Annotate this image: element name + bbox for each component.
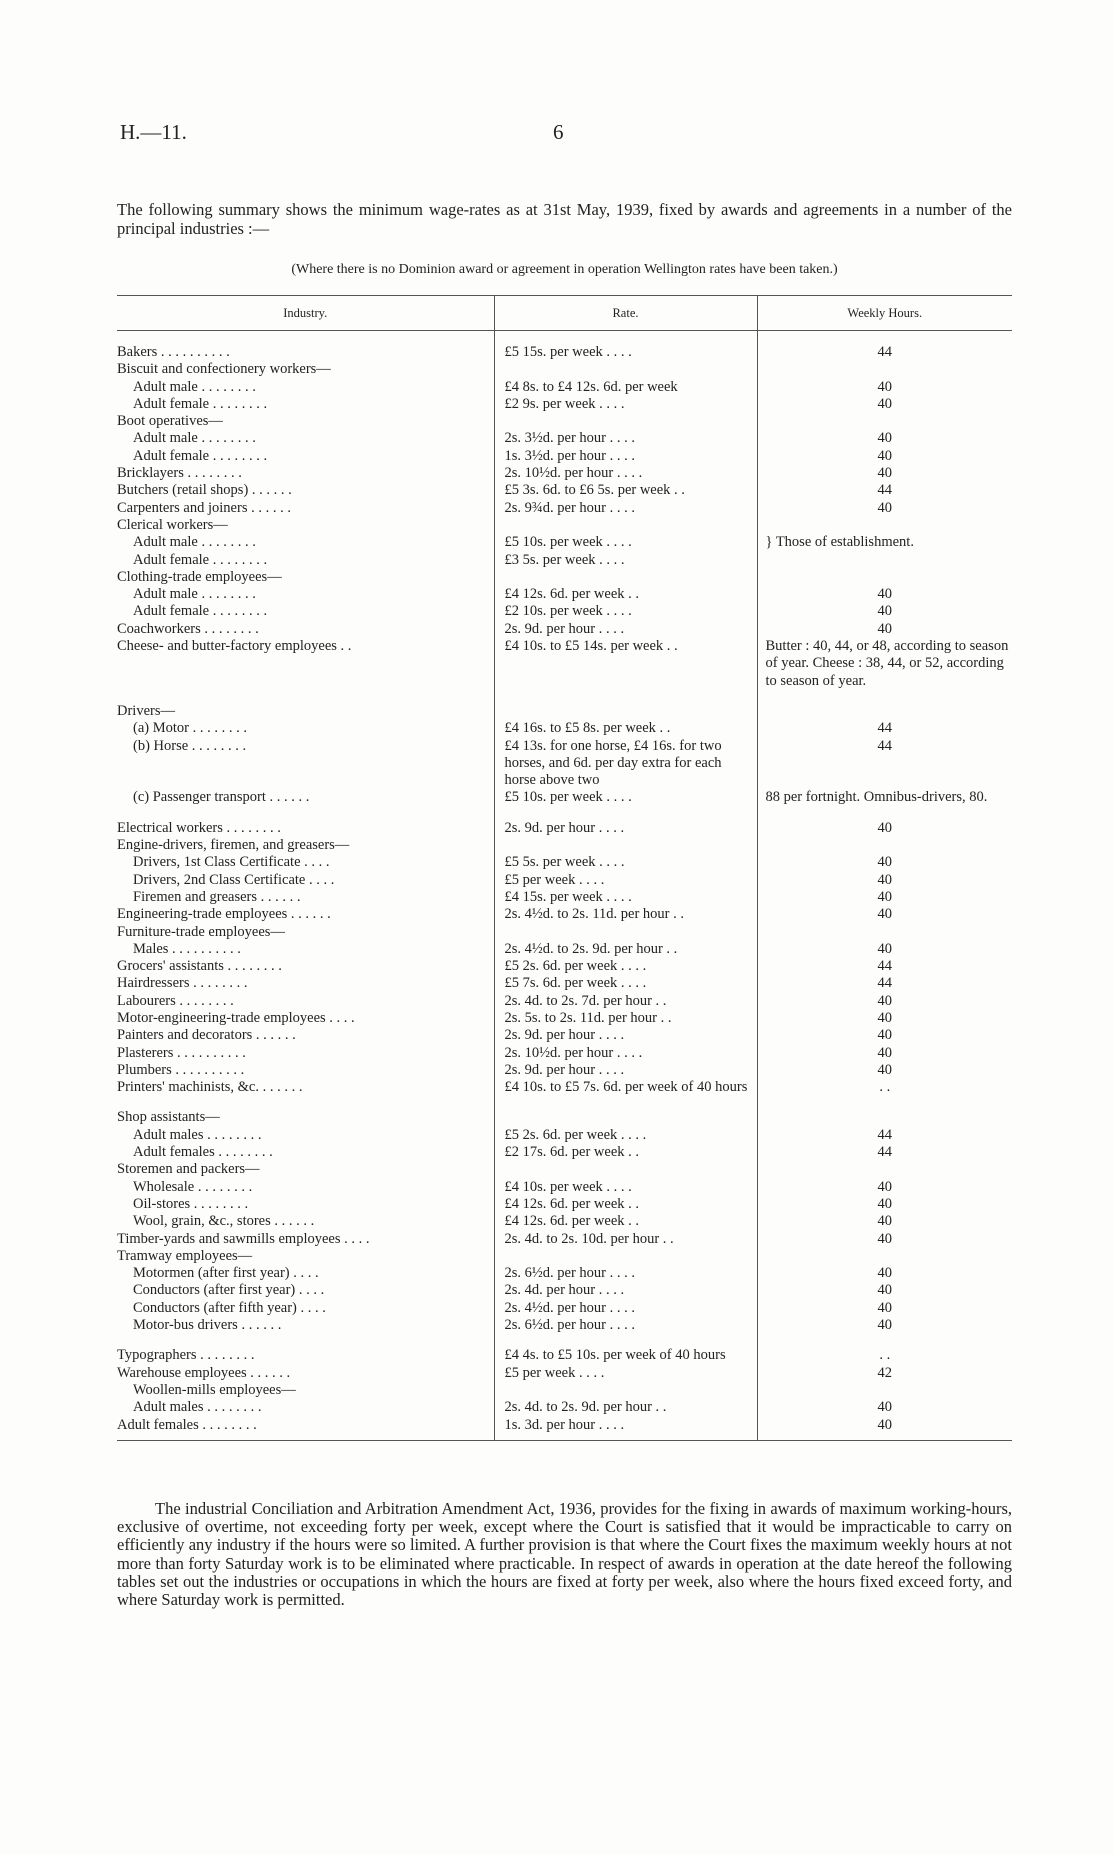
hours-cell: 44 <box>757 1127 1012 1144</box>
table-row <box>117 1179 1012 1196</box>
table-row <box>117 1144 1012 1161</box>
hours-cell <box>757 703 1012 720</box>
hours-cell: 40 <box>757 1062 1012 1079</box>
hours-cell: 44 <box>757 720 1012 737</box>
column-header-hours: Weekly Hours. <box>757 296 1012 331</box>
table-row <box>117 837 1012 854</box>
hours-cell: 40 <box>757 872 1012 889</box>
industry-cell: Adult females . . . . . . . . <box>117 1417 494 1441</box>
table-row <box>117 344 1012 361</box>
rate-cell <box>494 1248 757 1265</box>
table-row <box>117 1365 1012 1382</box>
rate-cell <box>494 924 757 941</box>
table-row <box>117 569 1012 586</box>
industry-cell: Timber-yards and sawmills employees . . . . <box>117 1230 370 1247</box>
hours-cell: 40 <box>757 430 1012 447</box>
industry-cell: Adult female . . . . . . . . <box>133 603 268 620</box>
wage-rates-table <box>117 295 1012 1441</box>
rate-cell <box>494 703 757 720</box>
rate-cell: 2s. 9d. per hour . . . . <box>494 621 757 638</box>
table-row <box>117 1062 1012 1079</box>
hours-cell: 44 <box>757 1144 1012 1161</box>
industry-cell: Drivers— <box>117 702 175 719</box>
table-row <box>117 1347 1012 1364</box>
industry-cell: Plumbers . . . . . . . . . . <box>117 1061 245 1078</box>
hours-cell <box>757 361 1012 378</box>
industry-cell: Clothing-trade employees— <box>117 568 282 585</box>
table-row <box>117 621 1012 638</box>
rate-cell: 2s. 4d. to 2s. 10d. per hour . . <box>494 1231 757 1248</box>
hours-cell <box>757 1248 1012 1265</box>
industry-cell: Butchers (retail shops) . . . . . . <box>117 482 292 499</box>
hours-cell: 40 <box>757 1417 1012 1441</box>
rate-cell <box>494 837 757 854</box>
industry-cell: Typographers . . . . . . . . <box>117 1347 255 1364</box>
industry-cell: Boot operatives— <box>117 413 223 430</box>
hours-cell: 40 <box>757 993 1012 1010</box>
rate-cell: £2 17s. 6d. per week . . <box>494 1144 757 1161</box>
hours-cell: 40 <box>757 379 1012 396</box>
hours-cell: 40 <box>757 396 1012 413</box>
hours-cell <box>757 413 1012 430</box>
rate-cell: 2s. 4½d. to 2s. 11d. per hour . . <box>494 906 757 923</box>
rate-cell: £5 10s. per week . . . . <box>494 534 757 551</box>
table-row <box>117 552 1012 569</box>
industry-cell: Plasterers . . . . . . . . . . <box>117 1044 246 1061</box>
table-row <box>117 1079 1012 1096</box>
industry-cell: Adult female . . . . . . . . <box>133 395 268 412</box>
table-row <box>117 820 1012 837</box>
industry-cell: Shop assistants— <box>117 1109 220 1126</box>
rate-cell: 2s. 9¾d. per hour . . . . <box>494 500 757 517</box>
table-row <box>117 854 1012 871</box>
industry-cell: Carpenters and joiners . . . . . . <box>117 499 291 516</box>
intro-paragraph: The following summary shows the minimum wage-rates as at 31st May, 1939, fixed by awards and agreements in a number of the principal industries :— <box>117 200 1012 238</box>
rate-cell: £4 10s. to £5 7s. 6d. per week of 40 hours <box>494 1079 757 1096</box>
table-row <box>117 1161 1012 1178</box>
table-row <box>117 534 1012 551</box>
table-row <box>117 1382 1012 1399</box>
table-spacer <box>117 1334 1012 1347</box>
table-row <box>117 993 1012 1010</box>
industry-cell: Adult male . . . . . . . . <box>133 586 256 603</box>
industry-cell: Males . . . . . . . . . . <box>133 940 241 957</box>
industry-cell: Labourers . . . . . . . . <box>117 992 234 1009</box>
industry-cell: Drivers, 2nd Class Certificate . . . . <box>133 871 335 888</box>
industry-cell: Painters and decorators . . . . . . <box>117 1027 296 1044</box>
hours-cell: 40 <box>757 1265 1012 1282</box>
rate-cell <box>494 1161 757 1178</box>
hours-cell: 40 <box>757 1045 1012 1062</box>
rate-cell: 2s. 4d. per hour . . . . <box>494 1282 757 1299</box>
table-row <box>117 924 1012 941</box>
industry-cell: Conductors (after fifth year) . . . . <box>133 1299 326 1316</box>
rate-cell: 2s. 4d. to 2s. 9d. per hour . . <box>494 1399 757 1416</box>
table-body <box>117 331 1012 1441</box>
rate-cell: 2s. 3½d. per hour . . . . <box>494 430 757 447</box>
table-row <box>117 1231 1012 1248</box>
rate-cell: £5 3s. 6d. to £6 5s. per week . . <box>494 482 757 499</box>
table-row <box>117 1300 1012 1317</box>
industry-cell: Motor-engineering-trade employees . . . . <box>117 1009 355 1026</box>
table-row <box>117 586 1012 603</box>
table-row <box>117 720 1012 737</box>
industry-cell: Adult male . . . . . . . . <box>133 378 256 395</box>
rate-cell: 2s. 10½d. per hour . . . . <box>494 1045 757 1062</box>
table-row <box>117 941 1012 958</box>
table-row <box>117 1127 1012 1144</box>
table-row <box>117 361 1012 378</box>
table-row <box>117 1109 1012 1126</box>
industry-cell: (c) Passenger transport . . . . . . <box>133 789 310 806</box>
hours-cell <box>757 1161 1012 1178</box>
industry-cell: Storemen and packers— <box>117 1161 260 1178</box>
table-header-row <box>117 296 1012 331</box>
column-header-industry: Industry. <box>117 296 494 331</box>
industry-cell: Bakers . . . . . . . . . . <box>117 344 230 360</box>
table-row <box>117 1265 1012 1282</box>
industry-cell: Printers' machinists, &c. . . . . . . <box>117 1079 303 1096</box>
rate-cell <box>494 1109 757 1126</box>
rate-cell: 1s. 3d. per hour . . . . <box>494 1417 757 1441</box>
rate-cell: 2s. 6½d. per hour . . . . <box>494 1265 757 1282</box>
rate-cell: £5 7s. 6d. per week . . . . <box>494 975 757 992</box>
hours-cell: 40 <box>757 448 1012 465</box>
table-spacer <box>117 1096 1012 1109</box>
table-row <box>117 906 1012 923</box>
hours-cell: 40 <box>757 854 1012 871</box>
table-row <box>117 1010 1012 1027</box>
table-row <box>117 603 1012 620</box>
rate-cell: £5 per week . . . . <box>494 1365 757 1382</box>
industry-cell: (a) Motor . . . . . . . . <box>133 720 247 737</box>
hours-cell: 40 <box>757 1179 1012 1196</box>
table-spacer <box>117 690 1012 703</box>
industry-cell: Bricklayers . . . . . . . . <box>117 465 242 482</box>
table-row <box>117 738 1012 790</box>
rate-cell: £3 5s. per week . . . . <box>494 552 757 569</box>
hours-cell: 88 per fortnight. Omnibus-drivers, 80. <box>757 789 1012 806</box>
hours-cell <box>757 1109 1012 1126</box>
rate-cell: 2s. 6½d. per hour . . . . <box>494 1317 757 1334</box>
rate-cell: £4 10s. per week . . . . <box>494 1179 757 1196</box>
hours-cell <box>757 1382 1012 1399</box>
hours-cell: 40 <box>757 1317 1012 1334</box>
industry-cell: Adult male . . . . . . . . <box>133 430 256 447</box>
table-row <box>117 1248 1012 1265</box>
table-row <box>117 1196 1012 1213</box>
table-row <box>117 703 1012 720</box>
industry-cell: Engine-drivers, firemen, and greasers— <box>117 837 350 854</box>
rate-cell: 2s. 9d. per hour . . . . <box>494 1062 757 1079</box>
hours-cell: 40 <box>757 1282 1012 1299</box>
hours-cell: 44 <box>757 975 1012 992</box>
table-row <box>117 448 1012 465</box>
hours-cell: . . <box>757 1079 1012 1096</box>
table-row <box>117 638 1012 690</box>
industry-cell: Woollen-mills employees— <box>133 1381 296 1398</box>
table-row <box>117 872 1012 889</box>
document-reference: H.—11. <box>120 120 187 144</box>
rate-cell: £5 10s. per week . . . . <box>494 789 757 806</box>
hours-cell: 40 <box>757 1300 1012 1317</box>
table-row <box>117 1027 1012 1044</box>
industry-cell: Adult males . . . . . . . . <box>133 1126 262 1143</box>
hours-cell: 40 <box>757 1027 1012 1044</box>
industry-cell: Adult female . . . . . . . . <box>133 447 268 464</box>
hours-cell: 44 <box>757 344 1012 361</box>
hours-cell: Butter : 40, 44, or 48, according to season of year. Cheese : 38, 44, or 52, according to season of year. <box>757 638 1012 690</box>
hours-cell: 40 <box>757 603 1012 620</box>
industry-cell: Adult male . . . . . . . . <box>133 534 256 551</box>
hours-cell: 40 <box>757 586 1012 603</box>
table-row <box>117 1045 1012 1062</box>
hours-cell: 40 <box>757 1010 1012 1027</box>
hours-cell <box>757 924 1012 941</box>
rate-cell: £2 9s. per week . . . . <box>494 396 757 413</box>
industry-cell: Adult female . . . . . . . . <box>133 551 268 568</box>
table-row <box>117 1399 1012 1416</box>
table-row <box>117 482 1012 499</box>
rate-cell: £4 12s. 6d. per week . . <box>494 586 757 603</box>
table-row <box>117 430 1012 447</box>
wage-rates-table-container <box>117 295 1012 1441</box>
hours-cell: } Those of establishment. <box>757 534 1012 551</box>
rate-cell: £4 16s. to £5 8s. per week . . <box>494 720 757 737</box>
table-row <box>117 1213 1012 1230</box>
rate-cell: £4 4s. to £5 10s. per week of 40 hours <box>494 1347 757 1364</box>
rate-cell: 2s. 9d. per hour . . . . <box>494 820 757 837</box>
table-row <box>117 1317 1012 1334</box>
hours-cell: 44 <box>757 482 1012 499</box>
industry-cell: Wool, grain, &c., stores . . . . . . <box>133 1213 315 1230</box>
table-spacer <box>117 331 1012 345</box>
industry-cell: Cheese- and butter-factory employees . . <box>117 638 352 655</box>
industry-cell: Grocers' assistants . . . . . . . . <box>117 958 282 975</box>
industry-cell: Conductors (after first year) . . . . <box>133 1282 325 1299</box>
industry-cell: Adult females . . . . . . . . <box>133 1144 273 1161</box>
hours-cell <box>757 517 1012 534</box>
rate-cell: £4 15s. per week . . . . <box>494 889 757 906</box>
industry-cell: Wholesale . . . . . . . . <box>133 1178 253 1195</box>
rate-cell: £4 12s. 6d. per week . . <box>494 1213 757 1230</box>
rate-cell: £5 15s. per week . . . . <box>494 344 757 361</box>
industry-cell: Firemen and greasers . . . . . . <box>133 888 301 905</box>
table-row <box>117 517 1012 534</box>
hours-cell: 40 <box>757 889 1012 906</box>
hours-cell: 40 <box>757 1196 1012 1213</box>
industry-cell: Oil-stores . . . . . . . . <box>133 1195 249 1212</box>
table-row <box>117 379 1012 396</box>
table-row <box>117 500 1012 517</box>
page-number: 6 <box>553 120 564 144</box>
hours-cell <box>757 552 1012 569</box>
industry-cell: Clerical workers— <box>117 516 228 533</box>
rate-cell <box>494 517 757 534</box>
rate-cell: 2s. 4½d. to 2s. 9d. per hour . . <box>494 941 757 958</box>
industry-cell: Motormen (after first year) . . . . <box>133 1265 319 1282</box>
hours-cell: 40 <box>757 906 1012 923</box>
rate-cell: £4 13s. for one horse, £4 16s. for two horses, and 6d. per day extra for each horse above two <box>494 738 757 790</box>
hours-cell: 40 <box>757 820 1012 837</box>
rate-cell: £4 8s. to £4 12s. 6d. per week <box>494 379 757 396</box>
rate-cell: 2s. 4d. to 2s. 7d. per hour . . <box>494 993 757 1010</box>
rate-cell: 2s. 10½d. per hour . . . . <box>494 465 757 482</box>
rate-cell: £4 10s. to £5 14s. per week . . <box>494 638 757 690</box>
rate-cell: 1s. 3½d. per hour . . . . <box>494 448 757 465</box>
table-row <box>117 465 1012 482</box>
industry-cell: Adult males . . . . . . . . <box>133 1399 262 1416</box>
conclusion-paragraph: The industrial Conciliation and Arbitration Amendment Act, 1936, provides for the fixing in awards of maximum working-hours, exclusive of overtime, not exceeding forty per week, except where the Court is satisfied that it would be impracticable to carry on efficiently any industry if the hours were so limited. A further provision is that where the Court fixes the maximum weekly hours at not more than forty Saturday work is to be eliminated where practicable. In respect of awards in operation at the date hereof the following tables set out the industries or occupations in which the hours are fixed at forty per week, also where the hours fixed exceed forty, and where Saturday work is permitted. <box>117 1499 1012 1610</box>
rate-cell <box>494 1382 757 1399</box>
table-row <box>117 975 1012 992</box>
industry-cell: Engineering-trade employees . . . . . . <box>117 906 331 923</box>
table-note: (Where there is no Dominion award or agreement in operation Wellington rates have been taken.) <box>291 262 838 277</box>
industry-cell: Hairdressers . . . . . . . . <box>117 975 248 992</box>
hours-cell: 40 <box>757 500 1012 517</box>
rate-cell: £5 5s. per week . . . . <box>494 854 757 871</box>
industry-cell: Motor-bus drivers . . . . . . <box>133 1317 282 1334</box>
rate-cell: 2s. 5s. to 2s. 11d. per hour . . <box>494 1010 757 1027</box>
hours-cell: 40 <box>757 1213 1012 1230</box>
table-row <box>117 1282 1012 1299</box>
rate-cell: 2s. 9d. per hour . . . . <box>494 1027 757 1044</box>
hours-cell <box>757 569 1012 586</box>
hours-cell: 42 <box>757 1365 1012 1382</box>
rate-cell: £5 2s. 6d. per week . . . . <box>494 958 757 975</box>
rate-cell <box>494 361 757 378</box>
rate-cell: 2s. 4½d. per hour . . . . <box>494 1300 757 1317</box>
column-header-rate: Rate. <box>494 296 757 331</box>
rate-cell <box>494 413 757 430</box>
industry-cell: Biscuit and confectionery workers— <box>117 361 331 378</box>
hours-cell: 40 <box>757 1231 1012 1248</box>
rate-cell: £5 2s. 6d. per week . . . . <box>494 1127 757 1144</box>
hours-cell: 44 <box>757 738 1012 790</box>
industry-cell: Coachworkers . . . . . . . . <box>117 620 259 637</box>
table-row <box>117 1417 1012 1441</box>
hours-cell <box>757 837 1012 854</box>
hours-cell: 40 <box>757 941 1012 958</box>
table-row <box>117 889 1012 906</box>
rate-cell <box>494 569 757 586</box>
rate-cell: £5 per week . . . . <box>494 872 757 889</box>
hours-cell: 40 <box>757 1399 1012 1416</box>
hours-cell: . . <box>757 1347 1012 1364</box>
table-row <box>117 413 1012 430</box>
industry-cell: Electrical workers . . . . . . . . <box>117 819 281 836</box>
table-row <box>117 958 1012 975</box>
industry-cell: Furniture-trade employees— <box>117 923 285 940</box>
industry-cell: (b) Horse . . . . . . . . <box>133 737 247 754</box>
hours-cell: 40 <box>757 621 1012 638</box>
table-spacer <box>117 807 1012 820</box>
industry-cell: Warehouse employees . . . . . . <box>117 1364 291 1381</box>
rate-cell: £4 12s. 6d. per week . . <box>494 1196 757 1213</box>
hours-cell: 44 <box>757 958 1012 975</box>
table-row <box>117 396 1012 413</box>
table-row <box>117 789 1012 806</box>
industry-cell: Tramway employees— <box>117 1247 253 1264</box>
industry-cell: Drivers, 1st Class Certificate . . . . <box>133 854 330 871</box>
hours-cell: 40 <box>757 465 1012 482</box>
rate-cell: £2 10s. per week . . . . <box>494 603 757 620</box>
